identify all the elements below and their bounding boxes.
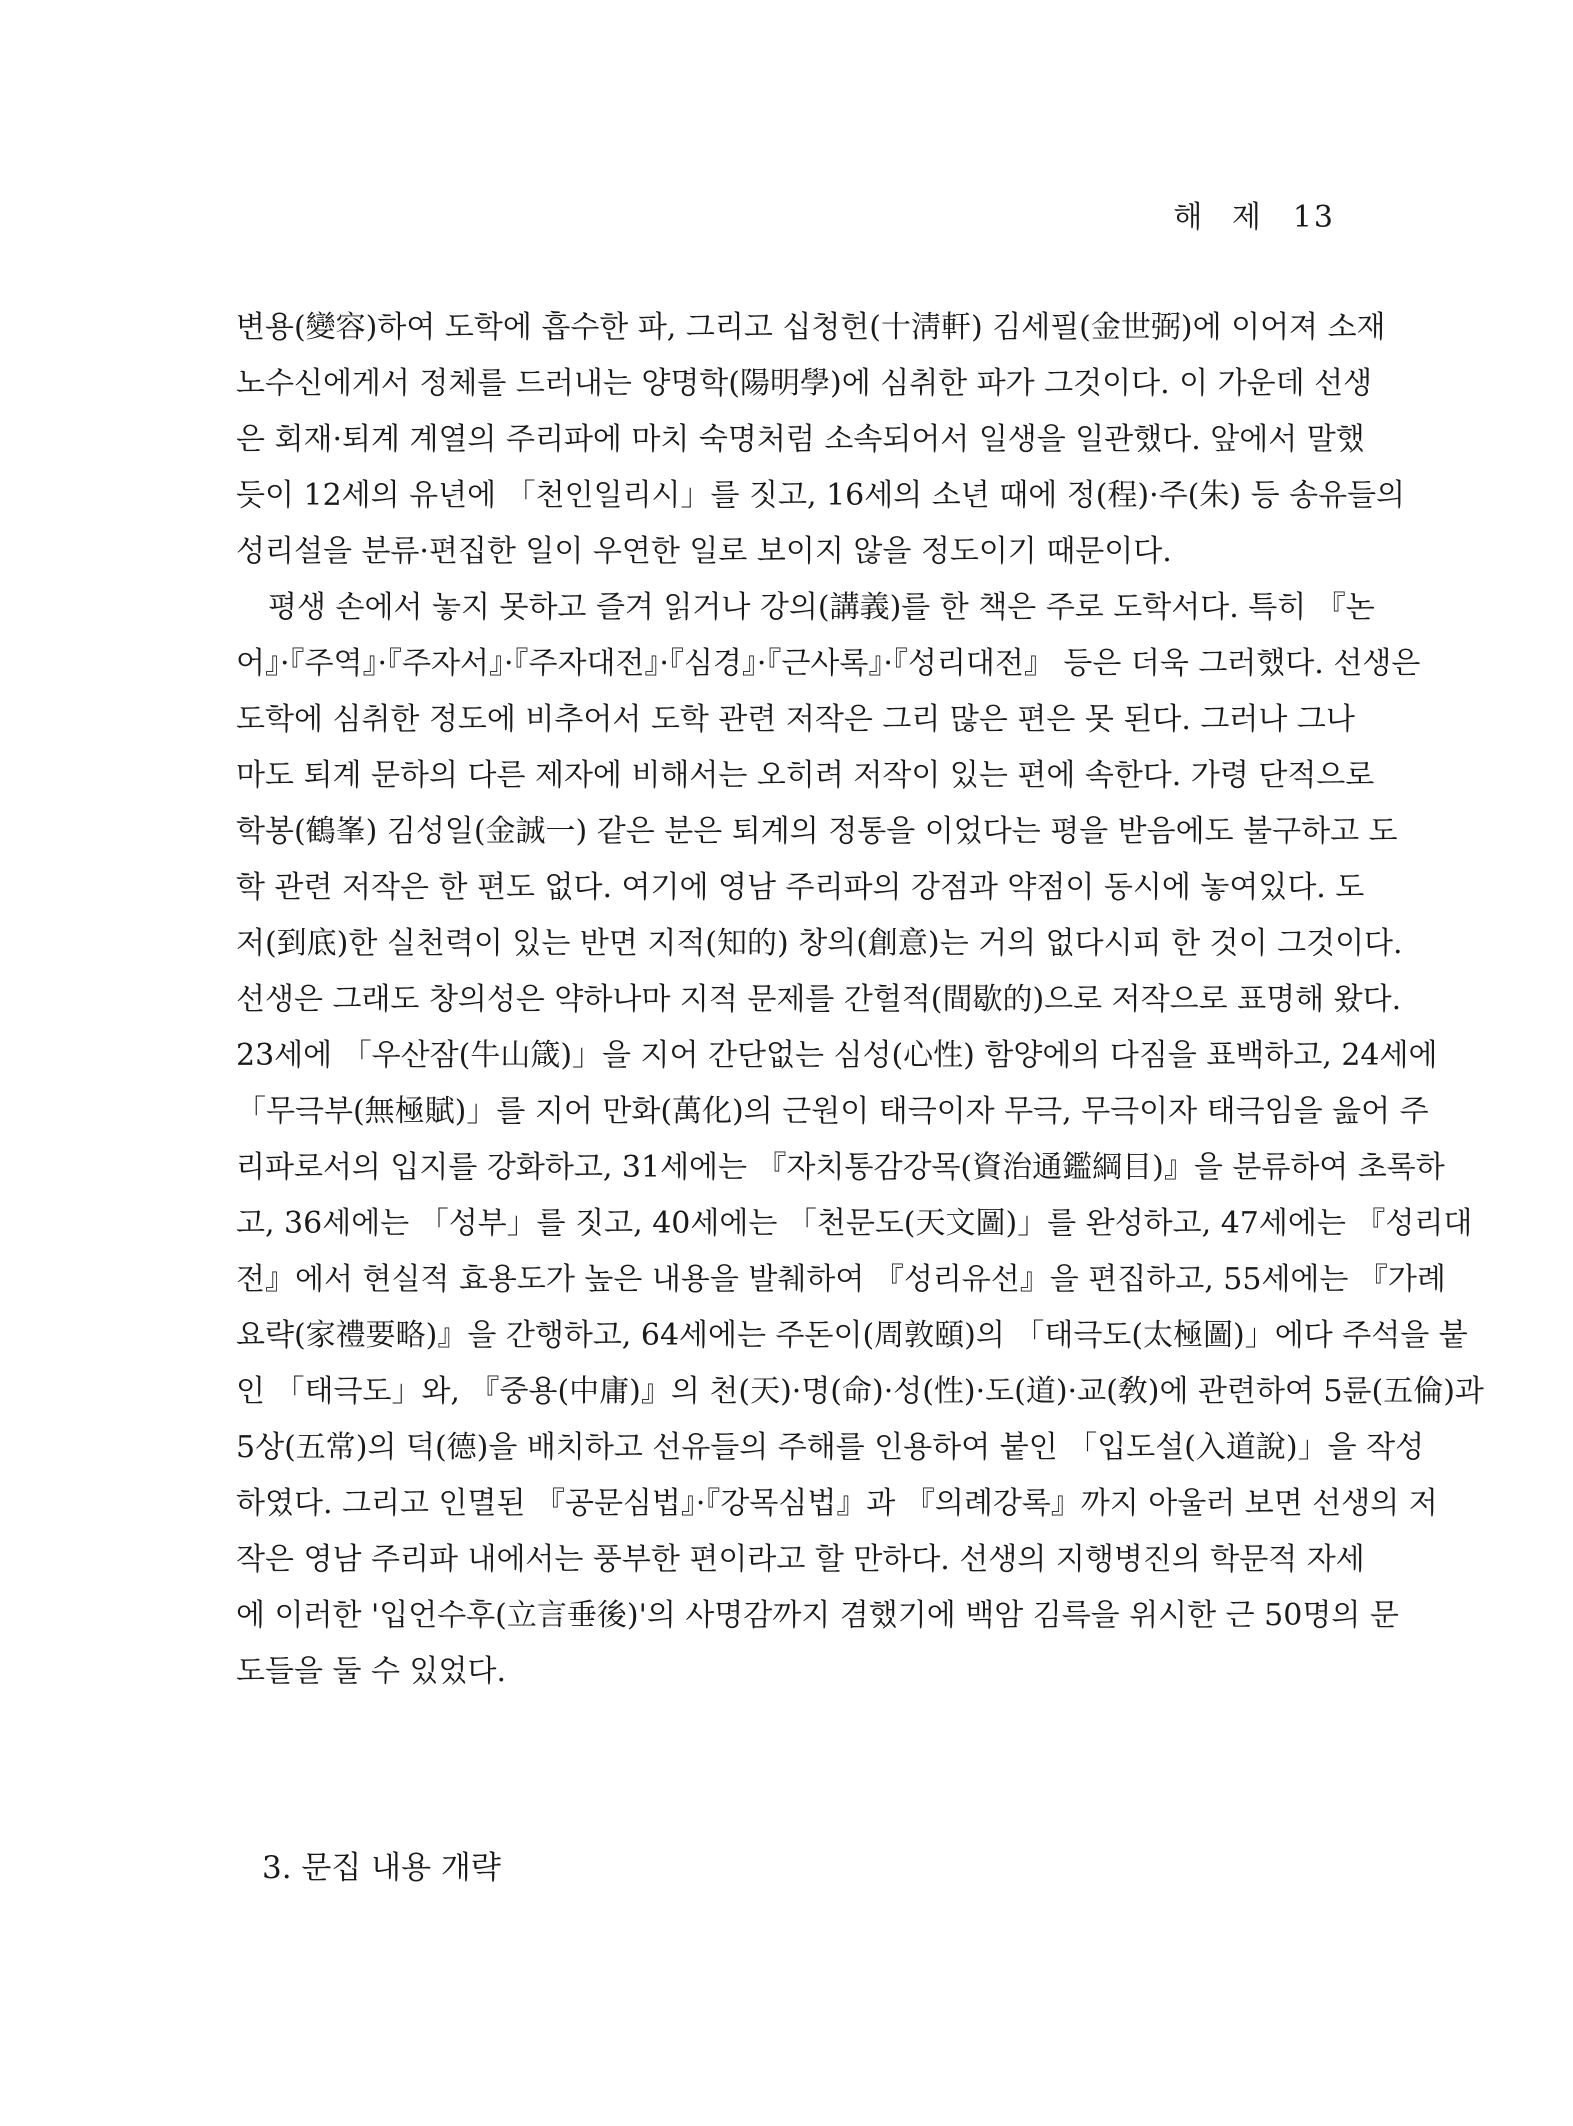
paragraph <box>236 580 1484 1700</box>
paragraph <box>236 300 1406 580</box>
text-line: 5상(五常)의 덕(德)을 배치하고 선유들의 주해를 인용하여 붙인 「입도설(入道說)」을 작성 <box>236 1430 1425 1465</box>
running-header <box>1173 192 1335 236</box>
text-line: 작은 영남 주리파 내에서는 풍부한 편이라고 할 만하다. 선생의 지행병진의 학문적 자세 <box>236 1542 1365 1577</box>
text-line: 에 이러한 '입언수후(立言垂後)'의 사명감까지 겸했기에 백암 김륵을 위시한 근 50명의 문 <box>236 1598 1399 1633</box>
running-header-title: 해 제 <box>1173 200 1271 235</box>
text-line: 듯이 12세의 유년에 「천인일리시」를 짓고, 16세의 소년 때에 정(程)·주(朱) 등 송유들의 <box>236 478 1406 513</box>
text-line: 학봉(鶴峯) 김성일(金誠一) 같은 분은 퇴계의 정통을 이었다는 평을 받음에도 불구하고 도 <box>236 814 1398 849</box>
text-line: 「무극부(無極賦)」를 지어 만화(萬化)의 근원이 태극이자 무극, 무극이자 태극임을 읊어 주 <box>236 1094 1429 1129</box>
page-number: 13 <box>1292 200 1335 235</box>
text-line: 평생 손에서 놓지 못하고 즐겨 읽거나 강의(講義)를 한 책은 주로 도학서다. 특히 『논 <box>268 590 1375 625</box>
text-line: 리파로서의 입지를 강화하고, 31세에는 『자치통감강목(資治通鑑綱目)』을 분류하여 초록하 <box>236 1150 1445 1185</box>
text-line: 인 「태극도」와, 『중용(中庸)』의 천(天)·명(命)·성(性)·도(道)·교(敎)에 관련하여 5륜(五倫)과 <box>236 1374 1484 1409</box>
text-line: 학 관련 저작은 한 편도 없다. 여기에 영남 주리파의 강점과 약점이 동시에 놓여있다. 도 <box>236 870 1365 905</box>
text-line: 23세에 「우산잠(牛山箴)」을 지어 간단없는 심성(心性) 함양에의 다짐을 표백하고, 24세에 <box>236 1038 1438 1073</box>
body-text <box>236 300 1484 1700</box>
text-line: 성리설을 분류·편집한 일이 우연한 일로 보이지 않을 정도이기 때문이다. <box>236 534 1172 569</box>
text-line: 마도 퇴계 문하의 다른 제자에 비해서는 오히려 저작이 있는 편에 속한다. 가령 단적으로 <box>236 758 1375 793</box>
text-line: 어』·『주역』·『주자서』·『주자대전』·『심경』·『근사록』·『성리대전』 등은 더욱 그러했다. 선생은 <box>236 646 1421 681</box>
section-heading: 3. 문집 내용 개략 <box>262 1850 501 1886</box>
text-line: 고, 36세에는 「성부」를 짓고, 40세에는 「천문도(天文圖)」를 완성하고, 47세에는 『성리대 <box>236 1206 1473 1241</box>
text-line: 선생은 그래도 창의성은 약하나마 지적 문제를 간헐적(間歇的)으로 저작으로 표명해 왔다. <box>236 982 1402 1017</box>
text-line: 전』에서 현실적 효용도가 높은 내용을 발췌하여 『성리유선』을 편집하고, 55세에는 『가례 <box>236 1262 1446 1297</box>
text-line: 도들을 둘 수 있었다. <box>236 1654 506 1689</box>
text-line: 은 회재·퇴계 계열의 주리파에 마치 숙명처럼 소속되어서 일생을 일관했다. 앞에서 말했 <box>236 422 1365 457</box>
text-line: 요략(家禮要略)』을 간행하고, 64세에는 주돈이(周敦頤)의 「태극도(太極圖)」에다 주석을 붙 <box>236 1318 1468 1353</box>
text-line: 변용(變容)하여 도학에 흡수한 파, 그리고 십청헌(十淸軒) 김세필(金世弼)에 이어져 소재 <box>236 310 1386 345</box>
text-line: 도학에 심취한 정도에 비추어서 도학 관련 저작은 그리 많은 편은 못 된다. 그러나 그나 <box>236 702 1355 737</box>
text-line: 노수신에게서 정체를 드러내는 양명학(陽明學)에 심취한 파가 그것이다. 이 가운데 선생 <box>236 366 1373 401</box>
text-line: 저(到底)한 실천력이 있는 반면 지적(知的) 창의(創意)는 거의 없다시피 한 것이 그것이다. <box>236 926 1403 961</box>
text-line: 하였다. 그리고 인멸된 『공문심법』·『강목심법』과 『의례강록』까지 아울러 보면 선생의 저 <box>236 1486 1438 1521</box>
